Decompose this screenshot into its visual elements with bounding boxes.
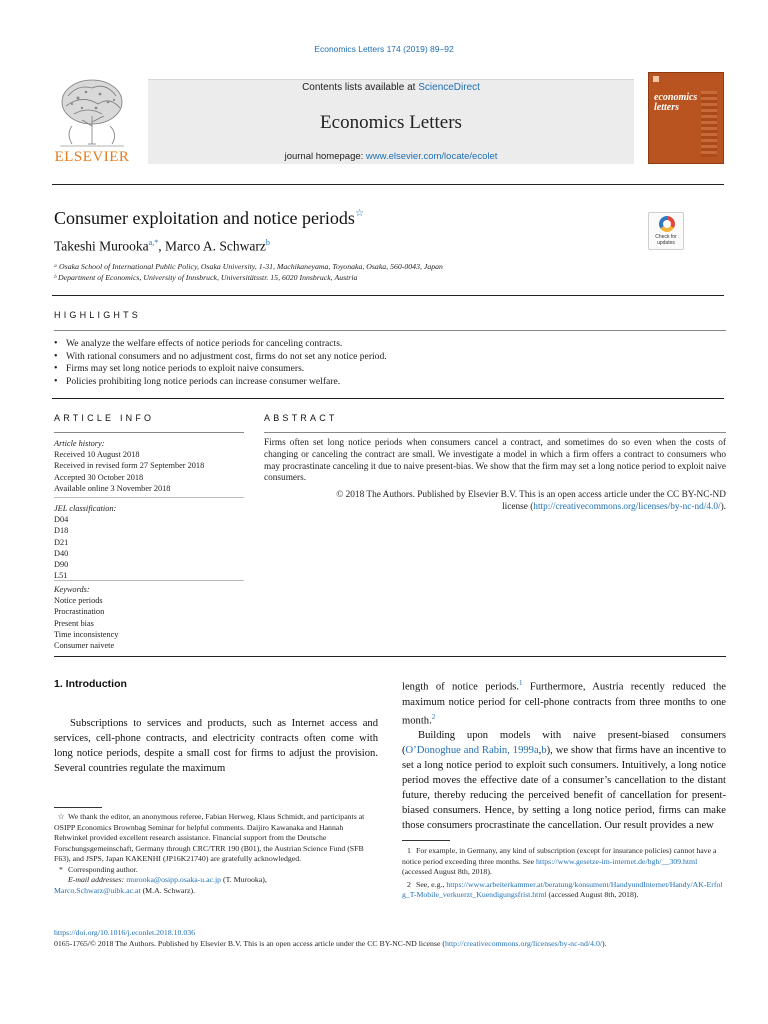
footnote-rule-left <box>54 807 102 808</box>
homepage-prefix: journal homepage: <box>284 151 366 162</box>
highlight-item: • Policies prohibiting long notice periods can increase consumer welfare. <box>54 376 714 389</box>
cover-title <box>654 93 697 113</box>
jel-code: L51 <box>54 571 68 581</box>
footnote-ref-2[interactable]: 2 <box>431 712 436 721</box>
keyword: Time inconsistency <box>54 629 119 639</box>
jel-code: D21 <box>54 537 69 547</box>
keywords <box>54 584 244 651</box>
license-link[interactable]: http://creativecommons.org/licenses/by-nc-nd/4.0/ <box>533 501 721 512</box>
jel-code: D40 <box>54 548 69 558</box>
keywords-label: Keywords: <box>54 585 90 594</box>
sciencedirect-link[interactable]: ScienceDirect <box>418 82 480 93</box>
footnotes-right <box>402 846 726 901</box>
history-label: Article history: <box>54 439 105 448</box>
highlight-item: • Firms may set long notice periods to exploit naive consumers. <box>54 363 714 376</box>
intro-paragraph: length of notice periods.$^1$ Furthermore, Austria recently reduced the maximum notice period for cell-phone contracts from three months to one month.$^2$ <box>402 679 726 727</box>
abstract-text: Firms often set long notice periods when consumers cancel a contract, and sometimes do so even when the costs of changing or canceling the contract are small. We investigate a model in which a firm offers a contract to consumers who may procrastinate canceling it due to naive present-bias. We show that the firm may set a long notice period to exploit naive consumers. <box>264 438 726 484</box>
footnote-asterisk-mark: * <box>59 864 63 874</box>
footnote-2-link[interactable]: https://www.arbeiterkammer.at/beratung/konsument/HandyundInternet/Handy/AK-Erfolg_T-Mobile_verkuerzt_Kuendigungsfrist.html <box>402 879 723 899</box>
footnote-1-link[interactable]: https://www.gesetze-im-internet.de/bgb/__309.html <box>536 856 698 866</box>
footnote-rule-right <box>402 840 450 841</box>
tree-icon <box>52 76 132 150</box>
corresponding-author-note: * Corresponding author. <box>54 865 378 876</box>
keyword: Procrastination <box>54 607 105 617</box>
citation-link-1999a[interactable]: O’Donoghue and Rabin, 1999a <box>405 745 539 757</box>
cover-title-line2: letters <box>654 102 679 113</box>
paper-title-text: Consumer exploitation and notice periods <box>54 208 355 228</box>
publisher-name: ELSEVIER <box>54 149 130 165</box>
footer-license-link[interactable]: http://creativecommons.org/licenses/by-nc-nd/4.0/ <box>444 938 603 948</box>
keyword: Present bias <box>54 618 94 628</box>
highlights-underline <box>54 330 726 331</box>
article-info-label: ARTICLE INFO <box>54 413 155 423</box>
copyright-prefix: license ( <box>502 501 534 512</box>
email-schwarz-link[interactable]: Marco.Schwarz@uibk.ac.at <box>54 885 141 895</box>
introduction-heading: 1. Introduction <box>54 678 127 690</box>
intro-left-paragraph: Subscriptions to services and products, such as Internet access and services, cell-phone contracts, and electricity contracts often come with long notice periods, despite a small cost for firms to adjust the provision. Several countries regulate the maximum <box>54 718 378 774</box>
history-revised: Received in revised form 27 September 2018 <box>54 461 205 471</box>
crossmark-icon <box>659 216 675 232</box>
email-murooka-link[interactable]: murooka@osipp.osaka-u.ac.jp <box>126 875 222 884</box>
check-for-updates-button[interactable] <box>648 212 684 250</box>
journal-cover[interactable] <box>648 72 724 164</box>
footnote-1-number: 1 <box>407 846 411 855</box>
author-murooka-affil[interactable]: a,* <box>148 238 159 247</box>
jel-classification <box>54 503 244 581</box>
author-murooka[interactable]: Takeshi Murooka <box>54 238 149 254</box>
abstract-copyright <box>264 490 726 514</box>
keyword: Consumer naivete <box>54 641 115 651</box>
paper-title <box>54 208 364 229</box>
doi-link[interactable]: https://doi.org/10.1016/j.econlet.2018.10.036 <box>54 928 196 937</box>
check-updates-label: Check for updates <box>655 234 677 246</box>
author-schwarz[interactable]: Marco A. Schwarz <box>164 238 266 254</box>
highlights-top-rule <box>52 295 724 296</box>
highlights-label: HIGHLIGHTS <box>54 310 142 320</box>
keyword: Notice periods <box>54 596 103 606</box>
intro-paragraph: Building upon models with naive present-biased consumers (O’Donoghue and Rabin, 1999a,b), we show that firms have an incentive to set a long notice period to exploit such consumers. Intuitively, a long notice period moves the effective date of a consumer’s cancellation to the distant future, thereby reducing the perceived benefit of cancellation for present-biased consumers. Hence, by setting a long notice period, firms can make those consumers procrastinate the cancellation. Our result provides a new <box>402 730 726 832</box>
contents-line <box>148 82 634 93</box>
cover-mark-icon <box>653 76 659 82</box>
footnote-2: 2 See, e.g., https://www.arbeiterkammer.at/beratung/konsument/HandyundInternet/Handy/AK-Erfolg_T-Mobile_verkuerzt_Kuendigungsfrist.html (accessed August 8th, 2018). <box>402 879 723 899</box>
citation-link-1999b[interactable]: b <box>541 745 547 757</box>
page-footer: https://doi.org/10.1016/j.econlet.2018.10.036 0165-1765/© 2018 The Authors. Published by Elsevier B.V. This is an open access article under the CC BY-NC-ND license (http://creativecommons.org/licenses/by-nc-nd/4.0/). <box>54 928 607 948</box>
contents-prefix: Contents lists available at <box>302 82 419 93</box>
title-footnote-mark[interactable]: ☆ <box>354 208 364 219</box>
header-rule <box>52 184 724 185</box>
journal-citation[interactable]: Economics Letters 174 (2019) 89–92 <box>314 44 454 54</box>
author-schwarz-affil[interactable]: b <box>265 238 270 247</box>
history-online: Available online 3 November 2018 <box>54 483 171 493</box>
abstract-underline <box>264 432 726 433</box>
copyright-line1: © 2018 The Authors. Published by Elsevier B.V. This is an open access article under the CC BY-NC-ND <box>336 490 726 500</box>
intro-right-column <box>402 676 726 833</box>
acknowledgement-footnote: ☆ We thank the editor, an anonymous referee, Fabian Herweg, Klaus Schmidt, and participants at OSIPP Economics Brownbag Seminar for helpful comments. Daijiro Kawanaka and Hannah Rehwinkel provided excellent research assistance. Financial support from the Deutsche Forschungsgemeinschaft, Germany through CRC/TRR 190 (B01), the Austrian Science Fund (SFB F63), and JSPS, Japan KAKENHI (JP16K21740) are gratefully acknowledged. <box>54 812 365 863</box>
info-top-rule <box>52 398 724 399</box>
homepage-line <box>148 151 634 162</box>
elsevier-logo[interactable] <box>52 76 132 166</box>
jel-code: D18 <box>54 526 69 536</box>
jel-divider <box>54 580 244 581</box>
copyright-suffix: ). <box>720 501 726 512</box>
footnote-2-number: 2 <box>407 879 411 889</box>
highlight-item: • We analyze the welfare effects of notice periods for canceling contracts. <box>54 338 714 351</box>
cover-title-line1: economics <box>654 92 698 103</box>
abstract-bottom-rule <box>54 656 726 657</box>
footnote-star-mark: ☆ <box>57 812 65 821</box>
footnote-ref-1[interactable]: 1 <box>519 679 523 687</box>
email-addresses: E-mail addresses: murooka@osipp.osaka-u.ac.jp (T. Murooka), Marco.Schwarz@uibk.ac.at (M.A. Schwarz). <box>54 875 267 895</box>
homepage-link[interactable]: www.elsevier.com/locate/ecolet <box>365 151 498 162</box>
affiliation-a: ᵃ Osaka School of International Public Policy, Osaka University, 1-31, Machikaneyama, Toyonaka, Osaka, 560-0043, Japan <box>54 262 443 271</box>
jel-label: JEL classification: <box>54 504 117 513</box>
highlight-item: • With rational consumers and no adjustment cost, firms do not set any notice period. <box>54 351 714 364</box>
journal-banner <box>148 79 634 164</box>
author-list: Takeshi Murooka$^{a,*}$, Marco A. Schwarz$^b$ <box>54 238 270 254</box>
history-accepted: Accepted 30 October 2018 <box>54 472 144 482</box>
article-info-underline <box>54 432 244 433</box>
journal-title: Economics Letters <box>320 112 462 133</box>
affiliation-b: ᵇ Department of Economics, University of Innsbruck, Universitätsstr. 15, 6020 Innsbruck, Austria <box>54 273 358 282</box>
history-divider <box>54 497 244 498</box>
footnote-1: 1 For example, in Germany, any kind of subscription (except for insurance policies) cannot have a notice period exceeding three months. See https://www.gesetze-im-internet.de/bgb/__309.html (accessed August 8th, 2018). <box>402 846 717 876</box>
footnotes-left <box>54 812 378 896</box>
cover-stripe <box>701 91 717 157</box>
article-history <box>54 438 244 494</box>
abstract-label: ABSTRACT <box>264 413 338 423</box>
issn-text: 0165-1765/© 2018 The Authors. Published by Elsevier B.V. This is an open access article under the CC BY-NC-ND license ( <box>54 938 445 948</box>
highlights-list <box>54 338 714 388</box>
jel-code: D04 <box>54 515 69 525</box>
history-received: Received 10 August 2018 <box>54 450 140 460</box>
jel-code: D90 <box>54 560 69 570</box>
